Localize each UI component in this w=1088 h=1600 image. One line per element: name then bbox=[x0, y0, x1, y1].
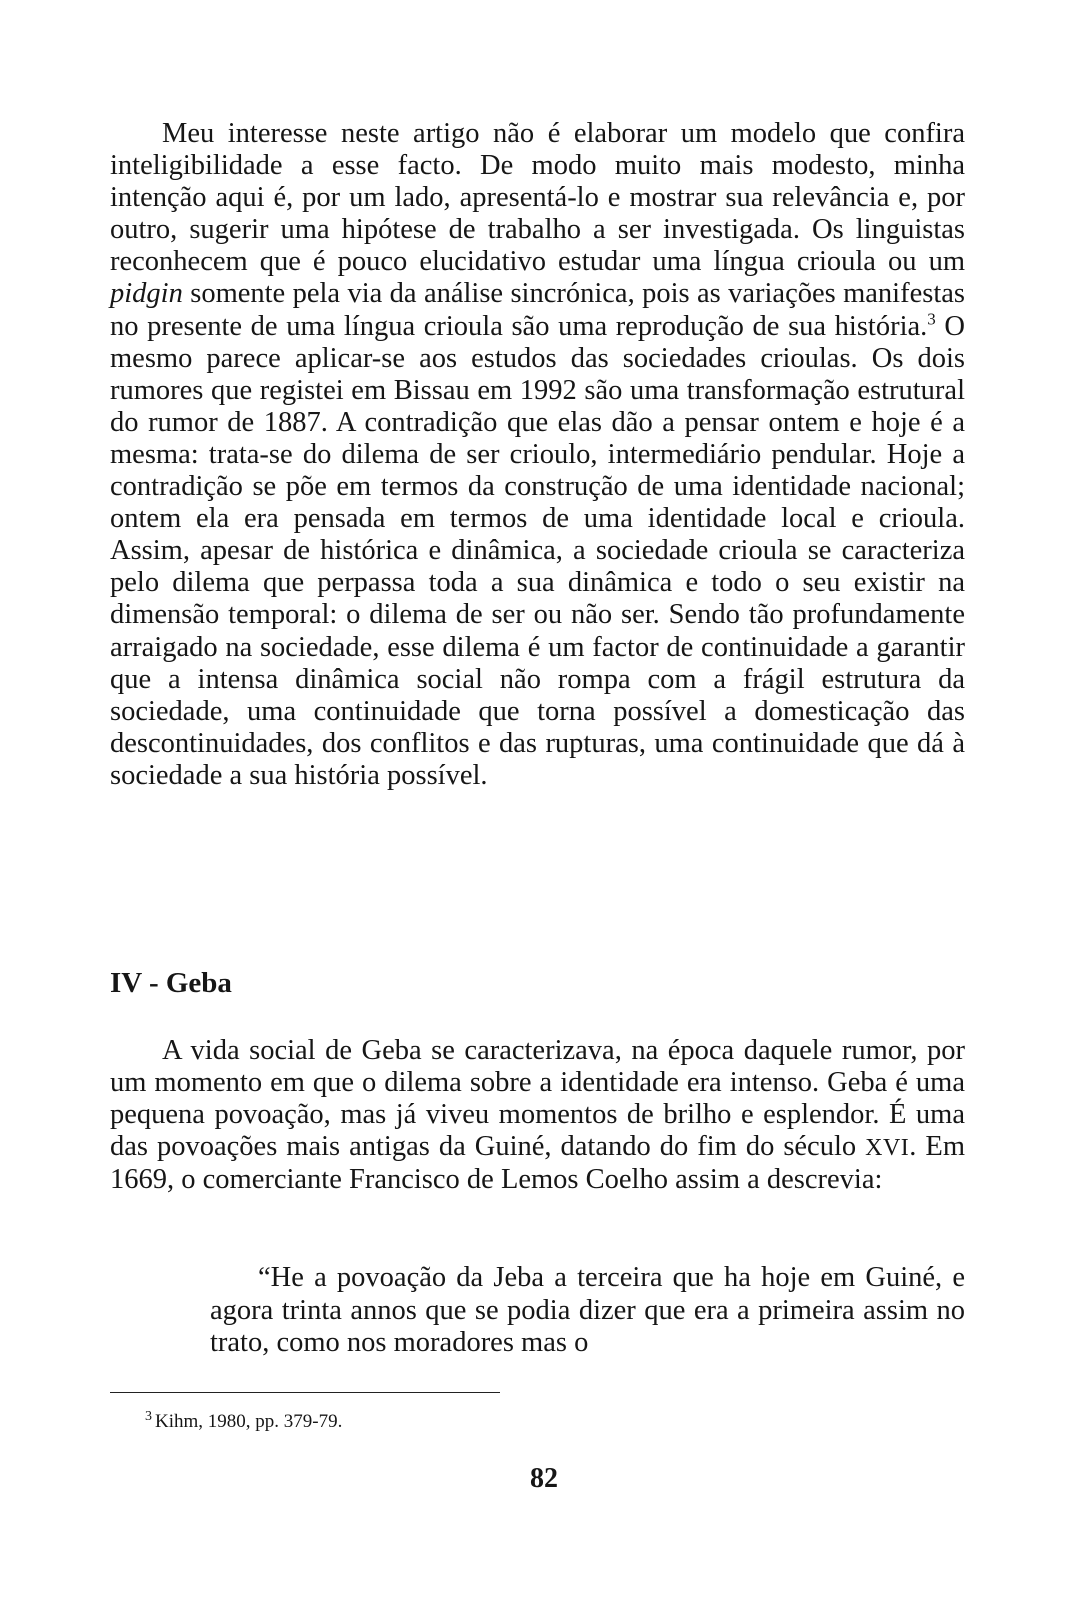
paragraph-text: Meu interesse neste artigo não é elaborar um modelo que confira inteligibilidade a esse facto. De modo muito mais modesto, minha intenção aqui é, por um lado, apresentá-lo e mostrar sua relevância e, por outro, sugerir uma hipótese de trabalho a ser investigada. Os linguistas reconhecem que é pouco elucidativo estudar uma língua crioula ou um bbox=[110, 118, 965, 278]
paragraph-text: . Em 1669, o comerciante Francisco de Lemos Coelho assim a descrevia: bbox=[110, 1131, 966, 1196]
paragraph-text: O mesmo parece aplicar-se aos estudos das sociedades crioulas. Os dois rumores que registei em Bissau em 1992 são uma transformação estrutural do rumor de 1887. A contradição que elas dão a pensar ontem e hoje é a mesma: trata-se do dilema de ser crioulo, intermediário pendular. Hoje a contradição se põe em termos da construção de uma identidade nacional; ontem ela era pensada em termos de uma identidade local e crioula. Assim, apesar de histórica e dinâmica, a sociedade crioula se caracteriza pelo dilema que perpassa toda a sua dinâmica e todo o seu existir na dimensão temporal: o dilema de ser ou não ser. Sendo tão profundamente arraigado na sociedade, esse dilema é um factor de continuidade a garantir que a intensa dinâmica social não rompa com a frágil estrutura da sociedade, uma continuidade que torna possível a domesticação das descontinuidades, dos conflitos e das rupturas, uma continuidade que dá à sociedade a sua história possível. bbox=[110, 310, 965, 791]
paragraph-text: somente pela via da análise sincrónica, pois as variações manifestas no presente de uma língua crioula são uma reprodução de sua história. bbox=[110, 278, 965, 342]
footnote bbox=[145, 1410, 342, 1434]
paragraph-text: A vida social de Geba se caracterizava, na época daquele rumor, por um momento em que o dilema sobre a identidade era intenso. Geba é uma pequena povoação, mas já viveu momentos de brilho e esplendor. É uma das povoações mais antigas da Guiné, datando do fim do século bbox=[110, 1035, 965, 1163]
body-paragraph-2 bbox=[110, 1035, 965, 1196]
footnote-reference: 3 bbox=[927, 309, 936, 329]
footnote-text: Kihm, 1980, pp. 379-79. bbox=[155, 1411, 343, 1432]
footnote-marker: 3 bbox=[145, 1408, 152, 1424]
block-quote: “He a povoação da Jeba a terceira que ha hoje em Guiné, e agora trinta annos que se podia dizer que era a primeira assim no trato, como nos moradores mas o bbox=[210, 1262, 965, 1359]
section-heading: IV - Geba bbox=[110, 967, 232, 999]
century-numeral: XVI bbox=[865, 1135, 910, 1162]
page-number: 82 bbox=[530, 1463, 558, 1494]
italic-term: pidgin bbox=[110, 278, 183, 310]
body-paragraph-1 bbox=[110, 118, 965, 792]
footnote-separator bbox=[110, 1392, 500, 1393]
